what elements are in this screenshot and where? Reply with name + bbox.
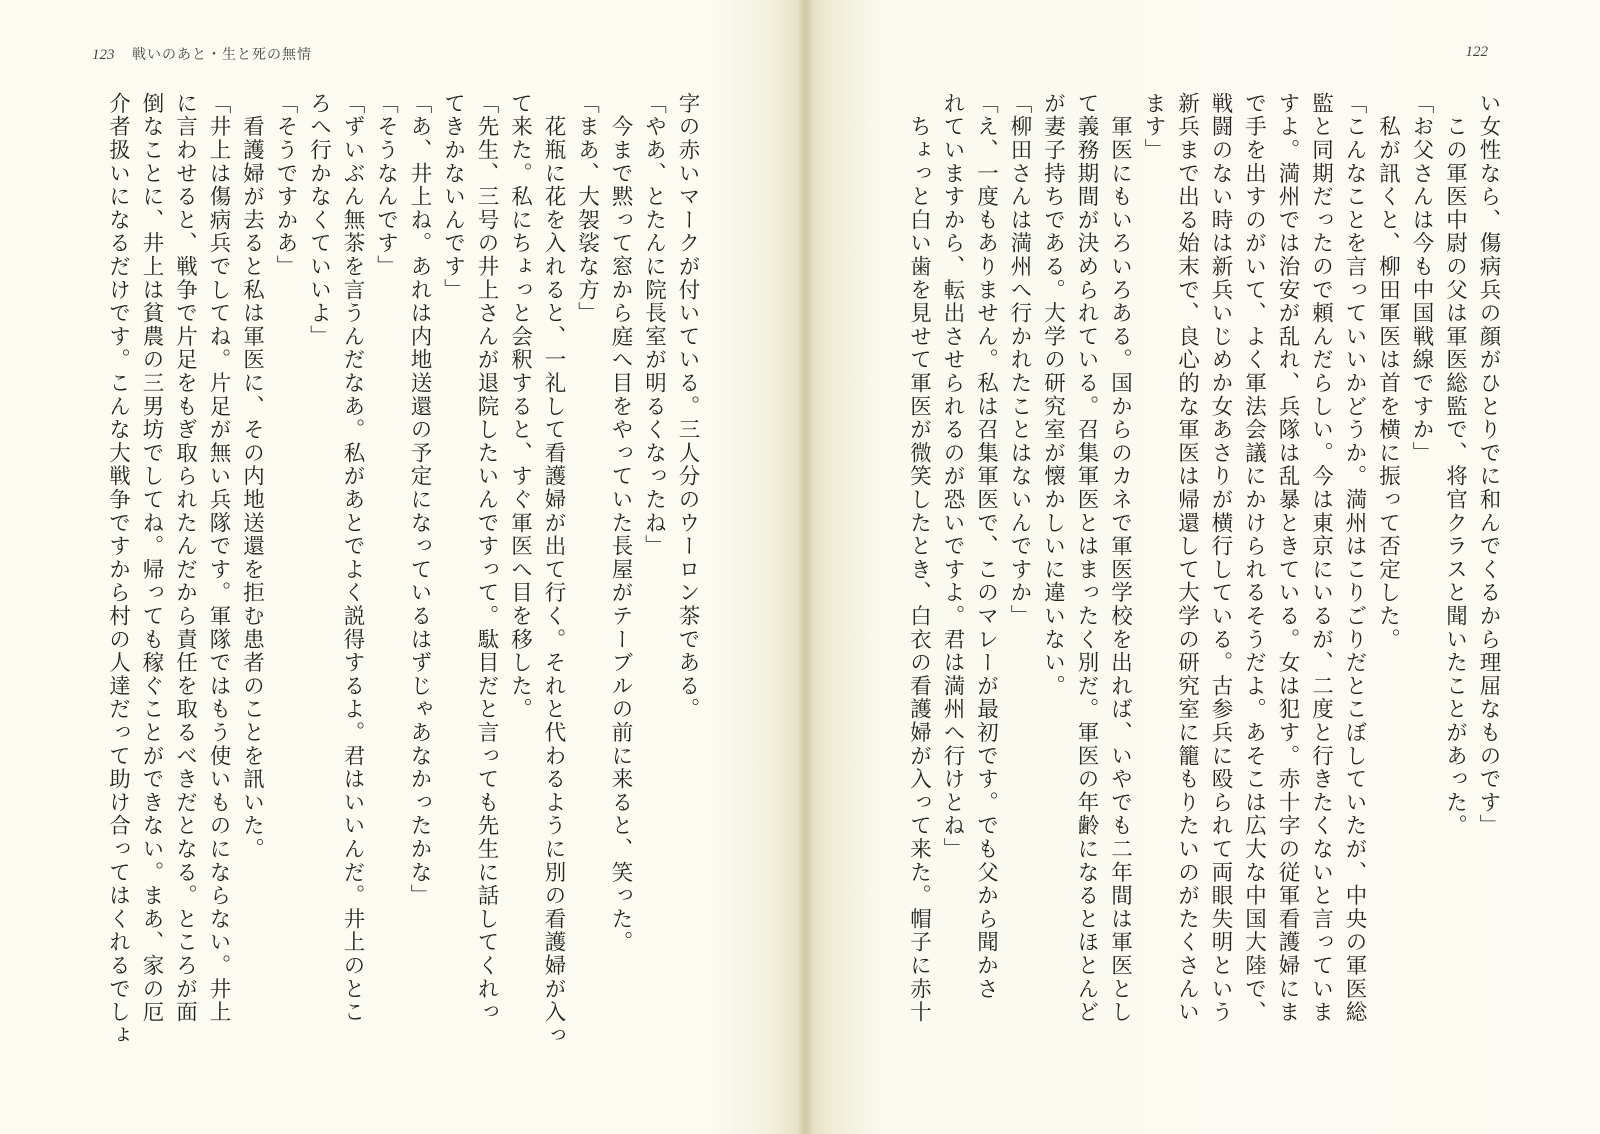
text-line: 今まで黙って窓から庭へ目をやっていた長屋がテーブルの前に来ると、笑った。	[608, 92, 633, 955]
right-page	[805, 0, 1600, 1134]
right-page-header	[1466, 44, 1489, 61]
text-line: 軍医にもいろいろある。国からのカネで軍医学校を出れば、いやでも二年間は軍医とし	[1107, 92, 1133, 1024]
text-line: 「まあ、大袈裟な方」	[574, 92, 600, 325]
text-line: 倒なことに、井上は貧農の三男坊でしてね。帰っても稼ぐことができない。まあ、家の厄	[139, 92, 164, 1024]
text-line: い女性なら、傷病兵の顔がひとりでに和んでくるから理屈なものです」	[1476, 92, 1501, 838]
text-line: 「先生、三号の井上さんが退院したいんですって。駄目だと言っても先生に話してくれっ	[474, 92, 499, 1024]
text-line: ます」	[1141, 92, 1166, 162]
text-line: 「柳田さんは満州へ行かれたことはないんですか」	[1007, 92, 1032, 628]
text-line: 「ずいぶん無茶を言うんだなあ。私があとでよく説得するよ。君はいいんだ。井上のとこ	[340, 92, 365, 1024]
text-line: 「お父さんは今も中国戦線ですか」	[1409, 92, 1434, 465]
text-line: に言わせると、戦争で片足をもぎ取られたんだから責任を取るべきだとなる。ところが面	[172, 92, 198, 1024]
text-line: れていますから、転出させられるのが恐いですよ。君は満州へ行けとね」	[940, 92, 965, 861]
text-line: すよ。満州では治安が乱れ、兵隊は乱暴ときている。女は犯す。赤十字の従軍看護婦にま	[1275, 92, 1300, 1024]
left-page-number: 123	[92, 47, 115, 63]
text-line: 監と同期だったので頼んだらしい。今は東京にいるが、二度と行きたくないと言っていま	[1308, 92, 1334, 1024]
text-line: 「そうなんです」	[373, 92, 399, 279]
text-line: 「え、一度もありません。私は召集軍医で、このマレーが最初です。でも父から聞かさ	[973, 92, 999, 1001]
text-line: 「こんなことを言っていいかどうか。満州はこりごりだとこぼしていたが、中央の軍医総	[1342, 92, 1367, 1024]
text-line: てきかないんです」	[440, 92, 466, 302]
left-page-body	[64, 92, 704, 1048]
text-line: ろへ行かなくていいよ」	[306, 92, 332, 349]
text-line: て義務期間が決められている。召集軍医とはまったく別だ。軍医の年齢になるとほとんど	[1074, 92, 1099, 1024]
right-page-number: 122	[1465, 44, 1488, 60]
text-line: 看護婦が去ると私は軍医に、その内地送還を拒む患者のことを訊いた。	[239, 92, 265, 861]
text-line: 「やあ、とたんに院長室が明るくなったね」	[641, 92, 667, 558]
text-line: て来た。私にちょっと会釈すると、すぐ軍医へ目を移した。	[507, 92, 533, 722]
text-line: 花瓶に花を入れると、一礼して看護婦が出て行く。それと代わるように別の看護婦が入っ	[541, 92, 566, 1048]
text-line: が妻子持ちである。大学の研究室が懐かしいに違いない。	[1040, 92, 1066, 698]
book-gutter	[797, 0, 813, 1134]
text-line: ちょっと白い歯を見せて軍医が微笑したとき、白衣の看護婦が入って来た。帽子に赤十	[906, 92, 932, 1024]
text-line: で手を出すのがいて、よく軍法会議にかけられるそうだよ。あそこは広大な中国大陸で、	[1241, 92, 1267, 1024]
text-line: 「そうですかあ」	[273, 92, 298, 279]
text-line: 新兵まで出る始末で、良心的な軍医は帰還して大学の研究室に籠もりたいのがたくさんい	[1174, 92, 1200, 1024]
text-line: 「井上は傷病兵でしてね。片足が無い兵隊です。軍隊ではもう使いものにならない。井上	[206, 92, 231, 1024]
text-line: 介者扱いになるだけです。こんな大戦争ですから村の人達だって助け合ってはくれるでしょ	[105, 92, 131, 1048]
text-line: 私が訊くと、柳田軍医は首を横に振って否定した。	[1375, 92, 1401, 652]
right-page-body	[905, 92, 1505, 1024]
text-line: この軍医中尉の父は軍医総監で、将官クラスと聞いたことがあった。	[1442, 92, 1468, 838]
text-line: 字の赤いマークが付いている。三人分のウーロン茶である。	[675, 92, 700, 722]
text-line: 「あ、井上ね。あれは内地送還の予定になっているはずじゃあなかったかな」	[407, 92, 432, 908]
running-title: 戦いのあと・生と死の無情	[132, 47, 312, 63]
text-line: 戦闘のない時は新兵いじめか女あさりが横行している。古参兵に殴られて両眼失明という	[1208, 92, 1233, 1024]
left-page-header	[92, 44, 312, 64]
